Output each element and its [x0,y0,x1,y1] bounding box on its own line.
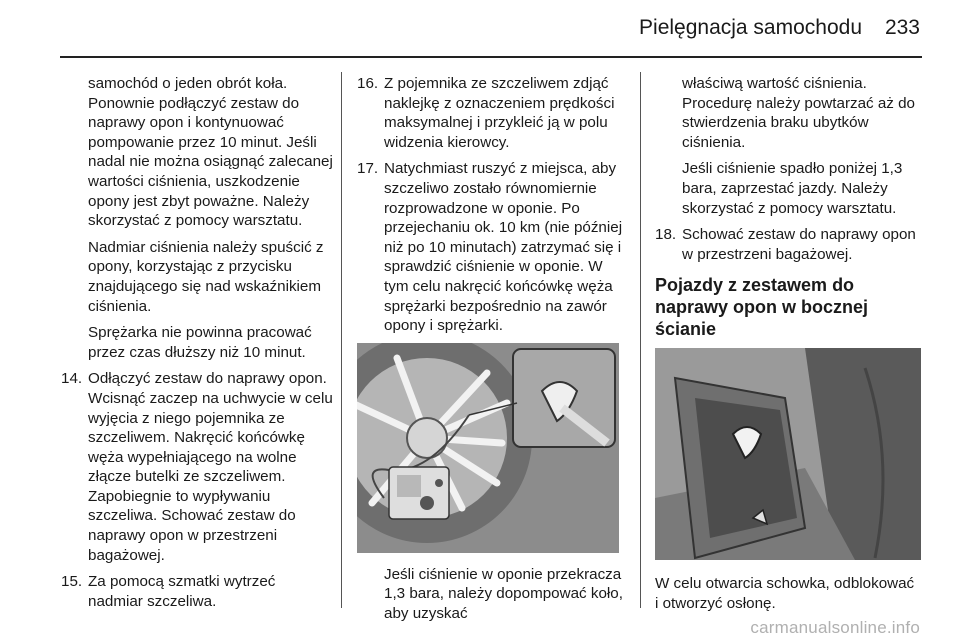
list-number: 17. [357,160,379,178]
column-divider-right [640,72,641,608]
column-divider-left [341,72,342,608]
list-text: Odłączyć zestaw do naprawy opon. Wcisnąć zaczep na uchwycie w celu wyjęcia z niego pojemnika ze szczeliwem. Nakręcić końcówkę węża wypełniającego na wolne złącze butelki ze szczeliwem. Zapobiegnie to wypływaniu szczeliwa. Schować zestaw do naprawy opon w przestrzeni bagażowej. [88,370,333,564]
page-header-title: Pielęgnacja samochodu [639,16,862,39]
paragraph: Nadmiar ciśnienia należy spuścić z opony, korzystając z przycisku znajdującego się nad wskaźnikiem ciśnienia. [88,238,324,315]
list-item [655,225,921,264]
paragraph: Jeśli ciśnienie w oponie przekracza 1,3 bara, należy dopompować koło, aby uzyskać [384,565,623,622]
section-heading: Pojazdy z zestawem do naprawy opon w bocznej ścianie [655,275,869,340]
paragraph: Sprężarka nie powinna pracować przez czas dłuższy niż 10 minut. [88,324,312,361]
paragraph: Jeśli ciśnienie spadło poniżej 1,3 bara, zaprzestać jazdy. Należy skorzystać z pomocy warsztatu. [682,160,903,217]
paragraph: właściwą wartość ciśnienia. Procedurę należy powtarzać aż do stwierdzenia braku ubytków ciśnienia. [682,75,916,151]
list-text: Za pomocą szmatki wytrzeć nadmiar szczeliwa. [88,573,276,610]
list-text: Natychmiast ruszyć z miejsca, aby szczeliwo zostało równomiernie rozprowadzone w oponie. Po przejechaniu ok. 10 km (nie później niż po 10 minutach) zatrzymać się i sprawdzić ciśnienie w oponie. W tym celu nakręcić końcówkę węża sprężarki bezpośrednio na zawór opony i sprężarki. [384,160,623,335]
compressor-illustration [357,343,619,553]
list-item [357,159,627,335]
trunk-illustration [655,348,921,560]
watermark: carmanualsonline.info [750,618,920,637]
list-item [357,74,627,152]
column-1 [61,74,333,618]
list-number: 15. [61,573,83,591]
column-2 [357,74,627,631]
list-text: Schować zestaw do naprawy opon w przestrzeni bagażowej. [682,226,916,263]
header-rule [60,56,922,58]
list-text: Z pojemnika ze szczeliwem zdjąć naklejkę z oznaczeniem prędkości maksymalnej i przykleić ją w polu widzenia kierowcy. [384,75,615,151]
list-item [61,572,333,611]
figure-caption: W celu otwarcia schowka, odblokować i otworzyć osłonę. [655,575,915,612]
paragraph: samochód o jeden obrót koła. Ponownie podłączyć zestaw do naprawy opon i kontynuować pompowanie przez 10 minut. Jeśli nadal nie można osiągnąć zalecanej wartości ciśnienia, uszkodzenie opony jest zbyt poważne. Należy skorzystać z pomocy warsztatu. [88,75,333,230]
column-3 [655,74,921,621]
list-number: 16. [357,75,379,92]
page-number: 233 [884,16,920,39]
list-number: 18. [655,226,677,244]
list-item [61,369,333,565]
list-number: 14. [61,370,83,388]
trunk-side-compartment-image [655,348,921,560]
compressor-wheel-image [357,343,619,553]
